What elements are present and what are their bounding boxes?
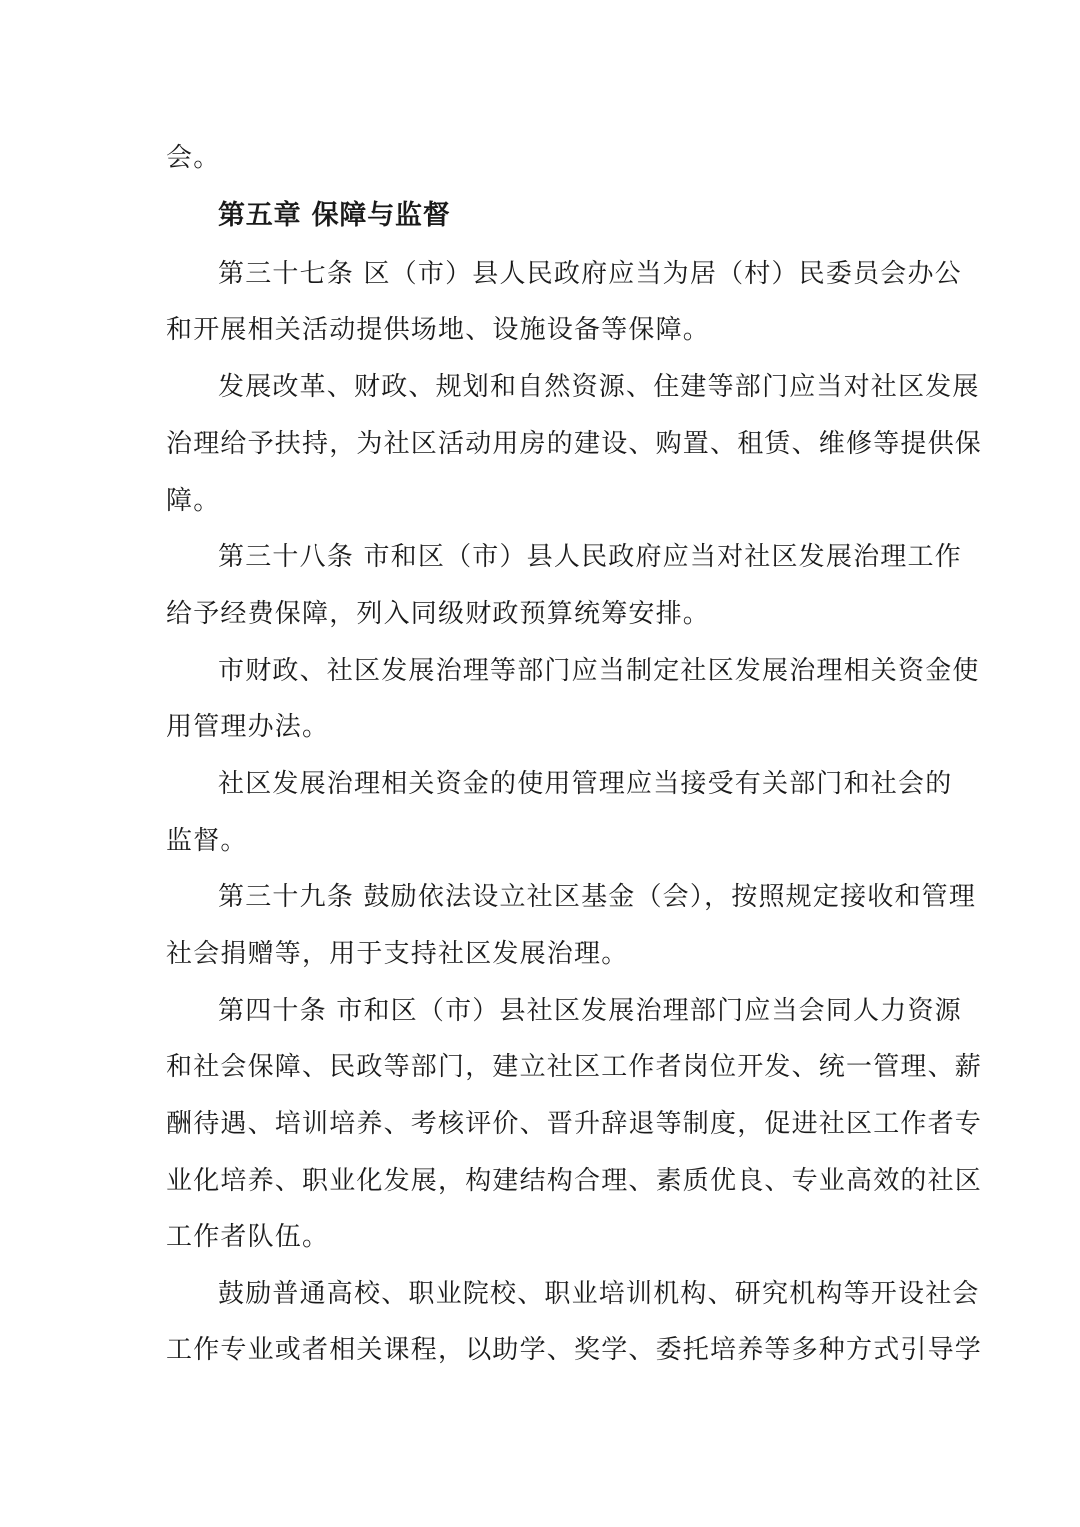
text-line: 社会捐赠等，用于支持社区发展治理。 [166,939,629,969]
article-37-line: 第三十七条 区（市）县人民政府应当为居（村）民委员会办公 [218,259,962,289]
text-line: 工作者队伍。 [166,1222,330,1252]
text-line: 鼓励普通高校、职业院校、职业培训机构、研究机构等开设社会 [218,1279,980,1309]
article-39-line: 第三十九条 鼓励依法设立社区基金（会），按照规定接收和管理 [218,882,977,912]
text-line: 给予经费保障，列入同级财政预算统筹安排。 [166,599,711,629]
text-line: 社区发展治理相关资金的使用管理应当接受有关部门和社会的 [218,769,953,799]
text-line: 工作专业或者相关课程，以助学、奖学、委托培养等多种方式引导学 [166,1335,983,1365]
text-line: 治理给予扶持，为社区活动用房的建设、购置、租赁、维修等提供保 [166,429,983,459]
text-line: 和开展相关活动提供场地、设施设备等保障。 [166,315,711,345]
article-38-line: 第三十八条 市和区（市）县人民政府应当对社区发展治理工作 [218,542,962,572]
text-line: 监督。 [166,826,248,856]
article-40-line: 第四十条 市和区（市）县社区发展治理部门应当会同人力资源 [218,996,962,1026]
text-line: 酬待遇、培训培养、考核评价、晋升辞退等制度，促进社区工作者专 [166,1109,983,1139]
text-line: 市财政、社区发展治理等部门应当制定社区发展治理相关资金使 [218,656,980,686]
text-line: 和社会保障、民政等部门，建立社区工作者岗位开发、统一管理、薪 [166,1052,983,1082]
text-line: 障。 [166,486,221,516]
text-line: 发展改革、财政、规划和自然资源、住建等部门应当对社区发展 [218,372,980,402]
chapter-heading: 第五章 保障与监督 [218,200,451,231]
text-line: 业化培养、职业化发展，构建结构合理、素质优良、专业高效的社区 [166,1166,983,1196]
text-line: 会。 [166,143,221,173]
text-line: 用管理办法。 [166,712,330,742]
